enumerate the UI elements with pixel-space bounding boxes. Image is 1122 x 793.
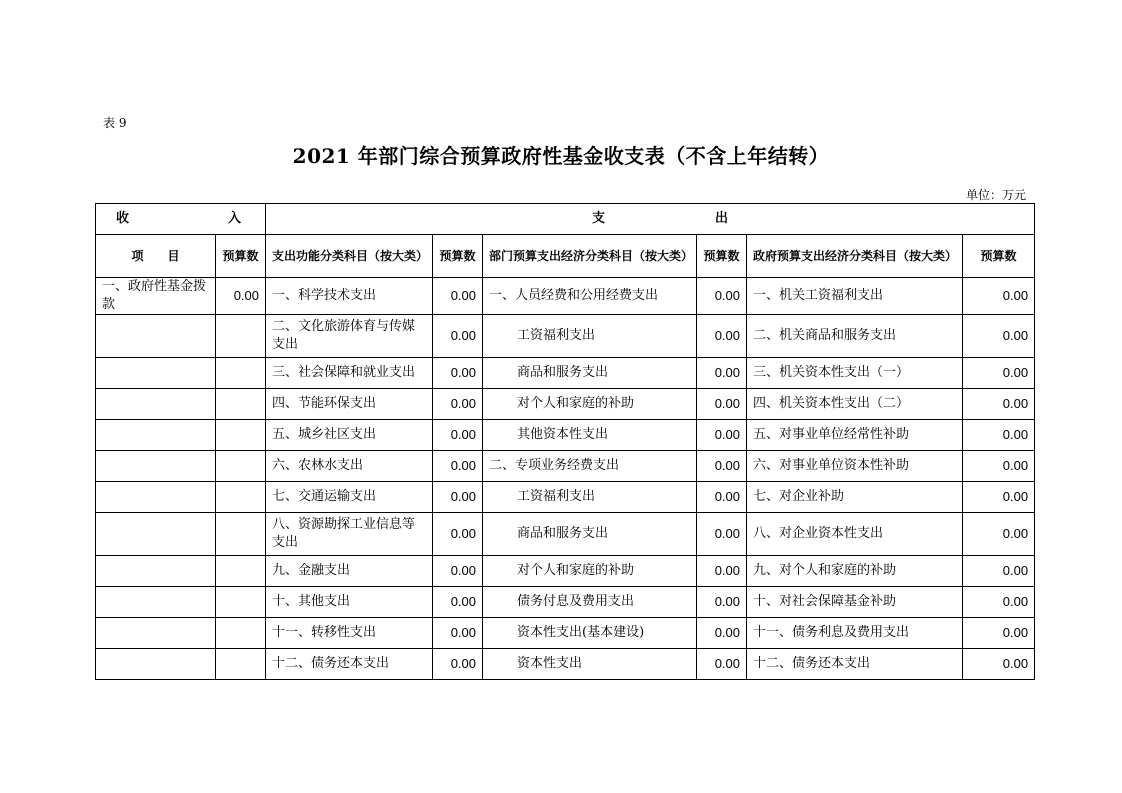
table-row	[96, 556, 1035, 587]
budget-table	[95, 203, 1035, 680]
func-category-cell: 五、城乡社区支出	[266, 420, 433, 451]
func-category-cell: 十一、转移性支出	[266, 618, 433, 649]
func-amount-cell: 0.00	[433, 358, 483, 389]
table-row	[96, 315, 1035, 358]
gov-category-cell: 九、对个人和家庭的补助	[747, 556, 963, 587]
func-category-cell: 七、交通运输支出	[266, 482, 433, 513]
gov-amount-cell: 0.00	[963, 358, 1035, 389]
table-row	[96, 482, 1035, 513]
gov-amount-cell: 0.00	[963, 649, 1035, 680]
gov-category-cell: 七、对企业补助	[747, 482, 963, 513]
income-amount-cell	[216, 513, 266, 556]
header-row-2	[96, 235, 1035, 278]
dept-category-cell: 工资福利支出	[483, 315, 697, 358]
dept-budget-header: 预算数	[697, 235, 747, 278]
dept-amount-cell: 0.00	[697, 649, 747, 680]
gov-amount-cell: 0.00	[963, 482, 1035, 513]
dept-category-cell: 债务付息及费用支出	[483, 587, 697, 618]
func-category-cell: 十二、债务还本支出	[266, 649, 433, 680]
gov-category-cell: 十、对社会保障基金补助	[747, 587, 963, 618]
income-item-cell	[96, 315, 216, 358]
dept-amount-cell: 0.00	[697, 451, 747, 482]
func-category-cell: 一、科学技术支出	[266, 278, 433, 315]
dept-category-cell: 资本性支出	[483, 649, 697, 680]
dept-amount-cell: 0.00	[697, 587, 747, 618]
func-amount-cell: 0.00	[433, 649, 483, 680]
income-item-cell	[96, 451, 216, 482]
income-amount-cell	[216, 315, 266, 358]
dept-category-cell: 一、人员经费和公用经费支出	[483, 278, 697, 315]
income-amount-cell	[216, 556, 266, 587]
income-header: 收 入	[96, 204, 266, 235]
income-amount-cell	[216, 389, 266, 420]
dept-amount-cell: 0.00	[697, 556, 747, 587]
income-amount-cell	[216, 649, 266, 680]
income-item-cell: 一、政府性基金拨款	[96, 278, 216, 315]
func-category-cell: 六、农林水支出	[266, 451, 433, 482]
table-row	[96, 618, 1035, 649]
income-amount-cell	[216, 587, 266, 618]
income-amount-cell	[216, 482, 266, 513]
func-amount-cell: 0.00	[433, 618, 483, 649]
gov-category-cell: 一、机关工资福利支出	[747, 278, 963, 315]
table-row	[96, 513, 1035, 556]
income-item-cell	[96, 618, 216, 649]
gov-amount-cell: 0.00	[963, 556, 1035, 587]
gov-category-cell: 四、机关资本性支出（二）	[747, 389, 963, 420]
income-amount-cell	[216, 618, 266, 649]
func-budget-header: 预算数	[433, 235, 483, 278]
income-amount-cell	[216, 358, 266, 389]
income-item-cell	[96, 358, 216, 389]
gov-category-cell: 十一、债务利息及费用支出	[747, 618, 963, 649]
gov-budget-header: 预算数	[963, 235, 1035, 278]
dept-category-cell: 商品和服务支出	[483, 358, 697, 389]
func-category-cell: 九、金融支出	[266, 556, 433, 587]
func-amount-cell: 0.00	[433, 513, 483, 556]
dept-category-cell: 对个人和家庭的补助	[483, 556, 697, 587]
func-category-cell: 三、社会保障和就业支出	[266, 358, 433, 389]
dept-category-cell: 资本性支出(基本建设)	[483, 618, 697, 649]
page-title: 2021 年部门综合预算政府性基金收支表（不含上年结转）	[292, 144, 830, 168]
table-row	[96, 649, 1035, 680]
func-category-cell: 八、资源勘探工业信息等支出	[266, 513, 433, 556]
gov-amount-cell: 0.00	[963, 618, 1035, 649]
gov-amount-cell: 0.00	[963, 451, 1035, 482]
income-budget-header: 预算数	[216, 235, 266, 278]
gov-amount-cell: 0.00	[963, 315, 1035, 358]
dept-amount-cell: 0.00	[697, 278, 747, 315]
income-item-cell	[96, 649, 216, 680]
income-item-cell	[96, 513, 216, 556]
unit-label: 单位：万元	[965, 188, 1026, 202]
dept-amount-cell: 0.00	[697, 618, 747, 649]
gov-category-cell: 二、机关商品和服务支出	[747, 315, 963, 358]
income-item-cell	[96, 556, 216, 587]
dept-category-cell: 二、专项业务经费支出	[483, 451, 697, 482]
gov-category-cell: 五、对事业单位经常性补助	[747, 420, 963, 451]
dept-category-header: 部门预算支出经济分类科目（按大类）	[483, 235, 697, 278]
gov-category-header: 政府预算支出经济分类科目（按大类）	[747, 235, 963, 278]
gov-amount-cell: 0.00	[963, 278, 1035, 315]
dept-amount-cell: 0.00	[697, 420, 747, 451]
income-item-cell	[96, 587, 216, 618]
income-item-cell	[96, 420, 216, 451]
dept-category-cell: 对个人和家庭的补助	[483, 389, 697, 420]
func-amount-cell: 0.00	[433, 315, 483, 358]
func-amount-cell: 0.00	[433, 278, 483, 315]
expense-header: 支 出	[266, 204, 1035, 235]
income-amount-cell: 0.00	[216, 278, 266, 315]
func-amount-cell: 0.00	[433, 451, 483, 482]
table-row	[96, 587, 1035, 618]
income-amount-cell	[216, 451, 266, 482]
dept-category-cell: 商品和服务支出	[483, 513, 697, 556]
dept-amount-cell: 0.00	[697, 358, 747, 389]
dept-amount-cell: 0.00	[697, 389, 747, 420]
income-item-cell	[96, 482, 216, 513]
dept-category-cell: 工资福利支出	[483, 482, 697, 513]
gov-category-cell: 八、对企业资本性支出	[747, 513, 963, 556]
gov-amount-cell: 0.00	[963, 420, 1035, 451]
func-category-cell: 二、文化旅游体育与传媒支出	[266, 315, 433, 358]
income-amount-cell	[216, 420, 266, 451]
item-header: 项 目	[96, 235, 216, 278]
header-row-1	[96, 204, 1035, 235]
gov-category-cell: 六、对事业单位资本性补助	[747, 451, 963, 482]
table-row	[96, 420, 1035, 451]
table-row	[96, 389, 1035, 420]
table-row	[96, 358, 1035, 389]
gov-amount-cell: 0.00	[963, 389, 1035, 420]
income-item-cell	[96, 389, 216, 420]
func-category-cell: 十、其他支出	[266, 587, 433, 618]
gov-category-cell: 十二、债务还本支出	[747, 649, 963, 680]
func-category-header: 支出功能分类科目（按大类）	[266, 235, 433, 278]
func-amount-cell: 0.00	[433, 389, 483, 420]
func-category-cell: 四、节能环保支出	[266, 389, 433, 420]
func-amount-cell: 0.00	[433, 420, 483, 451]
dept-amount-cell: 0.00	[697, 513, 747, 556]
table-row	[96, 278, 1035, 315]
dept-amount-cell: 0.00	[697, 482, 747, 513]
func-amount-cell: 0.00	[433, 587, 483, 618]
gov-amount-cell: 0.00	[963, 587, 1035, 618]
table-row	[96, 451, 1035, 482]
dept-category-cell: 其他资本性支出	[483, 420, 697, 451]
func-amount-cell: 0.00	[433, 482, 483, 513]
dept-amount-cell: 0.00	[697, 315, 747, 358]
gov-category-cell: 三、机关资本性支出（一）	[747, 358, 963, 389]
table-number: 表 9	[103, 116, 127, 130]
func-amount-cell: 0.00	[433, 556, 483, 587]
gov-amount-cell: 0.00	[963, 513, 1035, 556]
